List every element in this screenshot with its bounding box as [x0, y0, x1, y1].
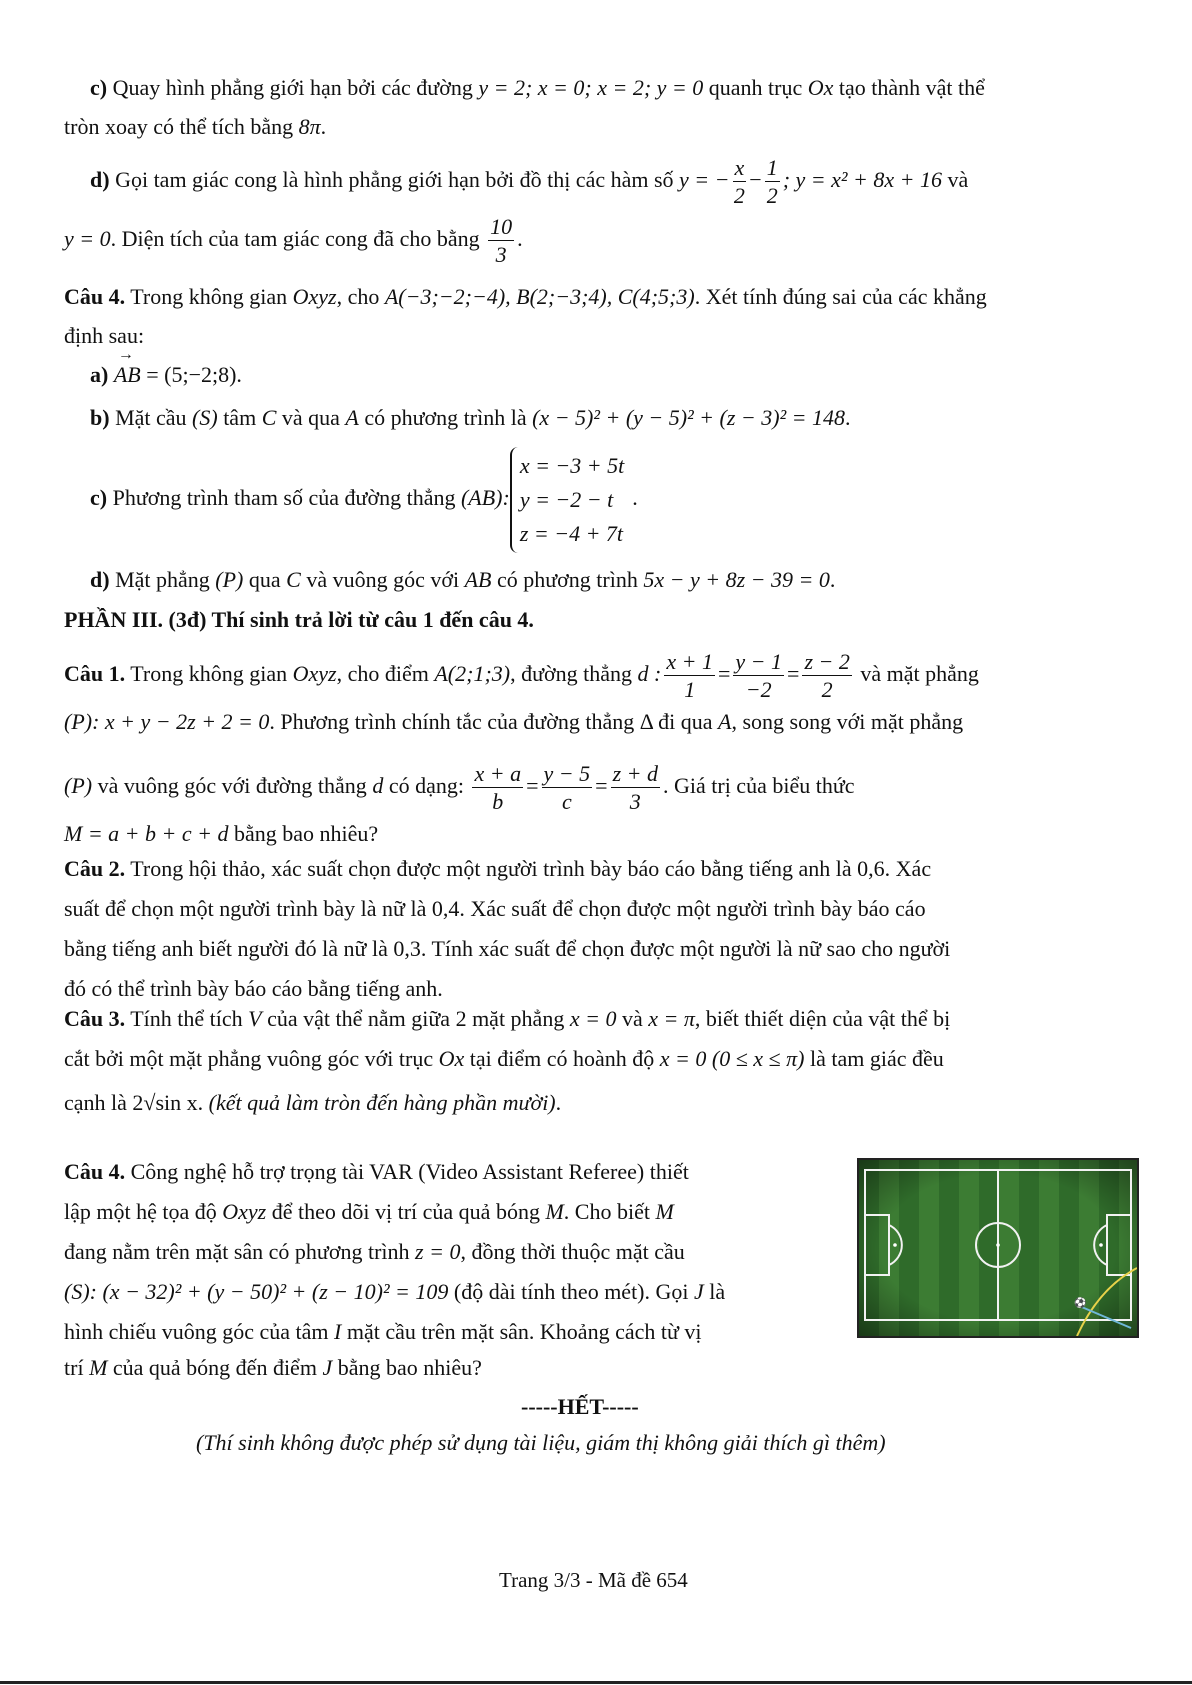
q3-part-d-line1: d) Gọi tam giác cong là hình phẳng giới hạn bởi đồ thị các hàm số y = − $\frac{x}{2}$ − $\frac{1}{2}$ ; y = x² + 8x + 16 và — [90, 155, 969, 209]
p3-question-4-line3: đang nằm trên mặt sân có phương trình z = 0, đồng thời thuộc mặt cầu — [64, 1239, 685, 1264]
p3-question-2-line2: suất để chọn một người trình bày là nữ là 0,4. Xác suất để chọn được một người trình bày báo cáo — [64, 896, 926, 921]
p3-question-4-line2: lập một hệ tọa độ Oxyz để theo dõi vị trí của quả bóng M. Cho biết M — [64, 1199, 674, 1224]
end-note: (Thí sinh không được phép sử dụng tài liệu, giám thị không giải thích gì thêm) — [196, 1430, 886, 1455]
p3-question-4-line1: Câu 4. Công nghệ hỗ trợ trọng tài VAR (Video Assistant Referee) thiết — [64, 1159, 689, 1184]
q4-part-d: d) Mặt phẳng (P) qua C và vuông góc với AB có phương trình 5x − y + 8z − 39 = 0. — [90, 567, 836, 592]
q4-part-c: c) Phương trình tham số của đường thẳng (AB): x = −3 + 5t y = −2 − t z = −4 + 7t . — [90, 447, 638, 553]
part-label: c) — [90, 75, 108, 100]
vector-ab: → AB — [114, 362, 141, 388]
p3-question-4-line6: trí M của quả bóng đến điểm J bằng bao nhiêu? — [64, 1355, 482, 1380]
p3-question-2-line3: bằng tiếng anh biết người đó là nữ là 0,3. Tính xác suất để chọn được một người là nữ sao cho người — [64, 936, 951, 961]
fraction: $\frac{10}{3}$ — [490, 214, 513, 268]
q3-part-c-line2: tròn xoay có thể tích bằng 8π. — [64, 114, 327, 139]
p3-question-1-line3: (P) và vuông góc với đường thẳng d có dạng: $\frac{x + a}{b}$ = $\frac{y - 5}{c}$ = $\frac{z + d}{3}$ . Giá trị của biểu thức — [64, 761, 855, 815]
football-pitch-image — [857, 1158, 1139, 1338]
ball-marker-icon: ⚽ — [1074, 1298, 1087, 1309]
end-marker: -----HẾT----- — [521, 1394, 639, 1419]
question-label: Câu 4. — [64, 284, 126, 309]
p3-question-2-line4: đó có thể trình bày báo cáo bằng tiếng anh. — [64, 976, 443, 1001]
footer-divider — [0, 1681, 1192, 1684]
p3-question-4-line4: (S): (x − 32)² + (y − 50)² + (z − 10)² = 109 (độ dài tính theo mét). Gọi J là — [64, 1279, 726, 1304]
question-4-intro-2: định sau: — [64, 323, 145, 348]
p3-question-3-line1: Câu 3. Tính thể tích V của vật thể nằm giữa 2 mặt phẳng x = 0 và x = π, biết thiết diện của vật thể bị — [64, 1006, 951, 1031]
q3-part-d-line2: y = 0. Diện tích của tam giác cong đã cho bằng $\frac{10}{3}$ . — [64, 214, 523, 268]
p3-question-4-line5: hình chiếu vuông góc của tâm I mặt cầu trên mặt sân. Khoảng cách từ vị — [64, 1319, 702, 1344]
pitch-svg — [859, 1160, 1137, 1336]
q3-part-c-line1: c) Quay hình phẳng giới hạn bởi các đường y = 2; x = 0; x = 2; y = 0 quanh trục Ox tạo thành vật thể — [90, 75, 985, 100]
fraction: $\frac{x}{2}$ — [733, 155, 745, 209]
parametric-system: x = −3 + 5t y = −2 − t z = −4 + 7t — [510, 447, 632, 553]
p3-question-2-line1: Câu 2. Trong hội thảo, xác suất chọn được một người trình bày báo cáo bằng tiếng anh là 0,6. Xác — [64, 856, 932, 881]
part-label: d) — [90, 167, 110, 193]
q4-part-a: a) → AB = (5;−2;8). — [90, 362, 242, 388]
page-footer: Trang 3/3 - Mã đề 654 — [499, 1568, 688, 1592]
p3-question-3-line2: cắt bởi một mặt phẳng vuông góc với trục Ox tại điểm có hoành độ x = 0 (0 ≤ x ≤ π) là tam giác đều — [64, 1046, 944, 1071]
section-heading: PHẦN III. (3đ) Thí sinh trả lời từ câu 1 đến câu 4. — [64, 607, 534, 632]
p3-question-3-line3: cạnh là 2√sin x. (kết quả làm tròn đến hàng phần mười). — [64, 1090, 562, 1115]
q4-part-b: b) Mặt cầu (S) tâm C và qua A có phương trình là (x − 5)² + (y − 5)² + (z − 3)² = 148. — [90, 405, 851, 430]
p3-question-1-line2: (P): x + y − 2z + 2 = 0. Phương trình chính tắc của đường thẳng Δ đi qua A, song song với mặt phẳng — [64, 709, 964, 734]
question-4-intro: Câu 4. Trong không gian Oxyz, cho A(−3;−2;−4), B(2;−3;4), C(4;5;3). Xét tính đúng sai của các khẳng — [64, 284, 987, 309]
fraction: $\frac{1}{2}$ — [766, 155, 778, 209]
p3-question-1-line4: M = a + b + c + d bằng bao nhiêu? — [64, 821, 379, 846]
p3-question-1-line1: Câu 1. Trong không gian Oxyz, cho điểm A(2;1;3), đường thẳng d : $\frac{x + 1}{1}$ = $\frac{y - 1}{-2}$ = $\frac{z - 2}{2}$ và mặt phẳng — [64, 649, 979, 703]
